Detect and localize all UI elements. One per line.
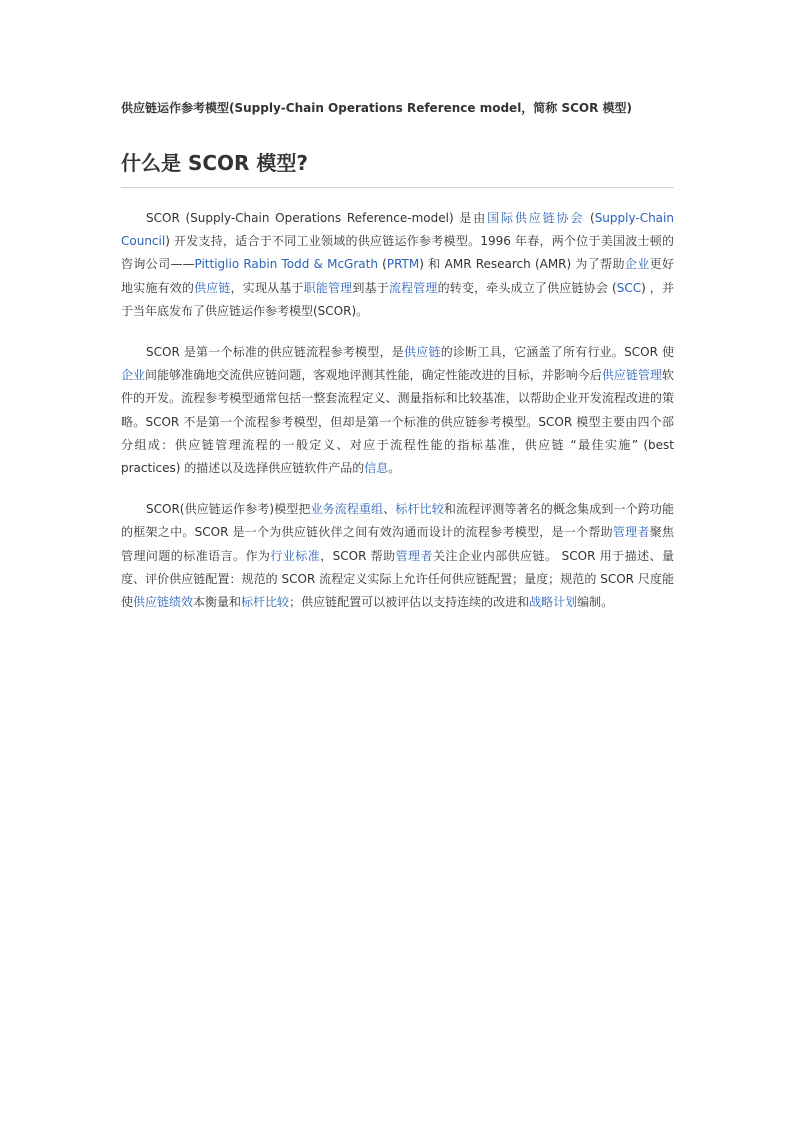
inline-link[interactable]: 供应链: [403, 345, 441, 360]
inline-link[interactable]: 管理者: [612, 525, 650, 540]
inline-link[interactable]: 行业标准: [270, 548, 321, 563]
inline-link[interactable]: 管理者: [395, 548, 433, 563]
inline-link[interactable]: 供应链管理: [601, 368, 662, 383]
paragraph-text: 、: [383, 502, 396, 517]
paragraph-text: 更好地实施有效的: [121, 257, 674, 295]
section-divider: [121, 187, 674, 188]
paragraph-text: 关注企业内部供应链。 SCOR 用于描述、量度、评价供应链配置：规范的 SCOR 流程定义实际上允许任何供应链配置；量度；规范的 SCOR 尺度能使: [121, 548, 674, 610]
paragraph-text: 。: [388, 461, 401, 476]
paragraph-text: 的转变，牵头成立了供应链协会 (: [437, 280, 617, 295]
paragraph-text: 本衡量和: [193, 595, 242, 610]
paragraph-text: ，实现从基于: [230, 280, 304, 295]
inline-link[interactable]: Supply-Chain Council: [121, 211, 674, 249]
inline-link[interactable]: 信息: [364, 461, 389, 476]
inline-link[interactable]: 供应链绩效: [133, 595, 194, 610]
paragraph-text: ) ，并于当年底发布了供应链运作参考模型(SCOR)。: [121, 280, 674, 318]
inline-link[interactable]: 战略计划: [529, 595, 578, 610]
inline-link[interactable]: 业务流程重组: [310, 502, 384, 517]
inline-link[interactable]: 标杆比较: [395, 502, 444, 517]
inline-link[interactable]: 企业: [121, 368, 146, 383]
inline-link[interactable]: 标杆比较: [241, 595, 290, 610]
inline-link[interactable]: 流程管理: [388, 280, 438, 295]
paragraph-text: 的诊断工具，它涵盖了所有行业。SCOR 使: [440, 345, 674, 360]
paragraph-text: SCOR (Supply-Chain Operations Reference-model) 是由: [146, 211, 488, 225]
paragraph-text: 间能够准确地交流供应链问题，客观地评测其性能，确定性能改进的目标，并影响今后: [145, 368, 602, 383]
paragraph-text: 软件的开发。流程参考模型通常包括一整套流程定义、测量指标和比较基准，以帮助企业开发流程改进的策略。SCOR 不是第一个流程参考模型，但却是第一个标准的供应链参考模型。SCOR 模型主要由四个部分组成：供应链管理流程的一般定义、对应于流程性能的指标基准，供应链 “最佳实施” (best practices) 的描述以及选择供应链软件产品的: [121, 368, 674, 476]
inline-link[interactable]: 职能管理: [303, 280, 353, 295]
inline-link[interactable]: Pittiglio Rabin Todd & McGrath: [194, 257, 378, 272]
paragraph-text: 编制。: [577, 595, 614, 610]
paragraph-text: 聚焦管理问题的标准语言。作为: [121, 525, 674, 563]
inline-link[interactable]: 企业: [624, 257, 650, 272]
paragraph-text: ) 和 AMR Research (AMR) 为了帮助: [419, 257, 625, 272]
document-page: [121, 96, 674, 614]
paragraph-text: (: [584, 211, 595, 225]
inline-link[interactable]: 国际供应链协会: [487, 211, 585, 225]
paragraph-standard: [121, 341, 674, 480]
paragraph-text: ) 开发支持，适合于不同工业领域的供应链运作参考模型。1996 年春，两个位于美国波士顿的咨询公司——: [121, 234, 674, 272]
paragraph-text: SCOR(供应链运作参考)模型把: [146, 502, 311, 517]
inline-link[interactable]: 供应链: [194, 280, 231, 295]
paragraph-text: ，SCOR 帮助: [320, 548, 396, 563]
document-title: 供应链运作参考模型(Supply-Chain Operations Reference model，简称 SCOR 模型): [121, 101, 633, 115]
paragraph-text: (: [377, 257, 387, 272]
paragraph-framework: [121, 498, 674, 614]
section-title: 什么是 SCOR 模型?: [121, 151, 309, 175]
paragraph-text: SCOR 是第一个标准的供应链流程参考模型，是: [146, 345, 404, 360]
paragraph-text: 到基于: [352, 280, 389, 295]
paragraph-text: 和流程评测等著名的概念集成到一个跨功能的框架之中。SCOR 是一个为供应链伙伴之间有效沟通而设计的流程参考模型，是一个帮助: [121, 502, 674, 540]
paragraph-intro: [121, 207, 674, 323]
paragraph-text: ；供应链配置可以被评估以支持连续的改进和: [289, 595, 530, 610]
inline-link[interactable]: PRTM: [386, 257, 420, 272]
inline-link[interactable]: SCC: [616, 280, 642, 295]
